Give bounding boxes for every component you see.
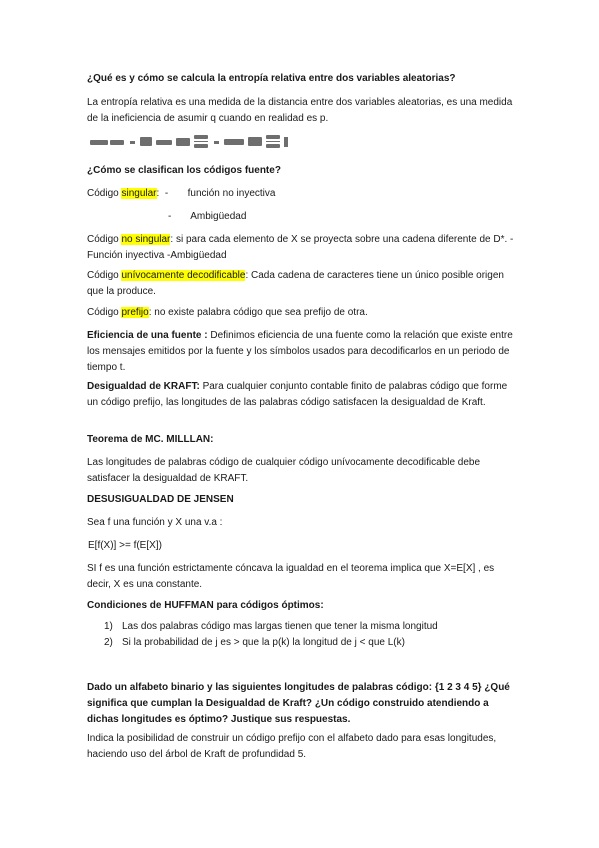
efficiency-text: Definimos eficiencia de una fuente como la relación que existe entre los mensajes emitidos por la fuente y los símbolos usados para decodificarlos en un periodo de tiempo t.: [87, 330, 513, 373]
nonsingular-rest: : si para cada elemento de X se proyecta sobre una cadena diferente de D*. -Función inyectiva -Ambigüedad: [87, 234, 514, 261]
huffman-list: [104, 619, 438, 651]
nonsingular-highlight: no singular: [121, 234, 171, 245]
prefijo-highlight: prefijo: [121, 307, 149, 318]
singular-rest: : - función no inyectiva: [156, 188, 276, 199]
kraft-text: Para cualquier conjunto contable finito de palabras código que forme un código prefijo, las longitudes de las palabras código satisfacen la desigualdad de Kraft.: [87, 381, 508, 408]
prefijo-rest: : no existe palabra código que sea prefijo de otra.: [148, 307, 368, 318]
singular-highlight: singular: [121, 188, 157, 199]
entropy-answer: La entropía relativa es una medida de la distancia entre dos variables aleatorias, es una medida de la ineficiencia de asumir q cuando en realidad es p.: [87, 97, 513, 124]
univoc-prefix: Código: [87, 270, 122, 281]
singular-code-line: [87, 186, 517, 202]
non-singular-code-line: [87, 232, 517, 264]
huffman-title: Condiciones de HUFFMAN para códigos óptimos:: [87, 600, 324, 611]
source-efficiency-paragraph: [87, 328, 517, 376]
jensen-formula: E[f(X)] >= f(E[X]): [88, 540, 162, 551]
code-classification-title: ¿Cómo se clasifican los códigos fuente?: [87, 165, 281, 176]
entropy-question-title: ¿Qué es y cómo se calcula la entropía relativa entre dos variables aleatorias?: [87, 73, 456, 84]
prefijo-prefix: Código: [87, 307, 122, 318]
kraft-label: Desigualdad de KRAFT:: [87, 381, 200, 392]
problem-statement: Dado un alfabeto binario y las siguientes longitudes de palabras código: {1 2 3 4 5} ¿Qué significa que cumplan la Desigualdad de Kraft? ¿Un código construido atendiendo a dichas longitudes es óptimo? Justique sus respuestas.: [87, 682, 510, 725]
nonsingular-prefix: Código: [87, 234, 122, 245]
jensen-line1: Sea f una función y X una v.a :: [87, 517, 223, 528]
singular-prefix: Código: [87, 188, 122, 199]
kraft-inequality-paragraph: [87, 379, 517, 411]
prefix-code-line: [87, 305, 517, 321]
jensen-line2: SI f es una función estrictamente cóncava la igualdad en el teorema implica que X=E[X] , es decir, X es una constante.: [87, 563, 495, 590]
univoc-rest: : Cada cadena de caracteres tiene un único posible origen que la produce.: [87, 270, 504, 297]
univoc-highlight: unívocamente decodificable: [121, 270, 246, 281]
list-item: 2) Si la probabilidad de j es > que la p(k) la longitud de j < que L(k): [104, 637, 405, 648]
list-item: 1) Las dos palabras código mas largas tienen que tener la misma longitud: [104, 621, 438, 632]
relative-entropy-formula-image: [90, 132, 320, 154]
efficiency-label: Eficiencia de una fuente :: [87, 330, 208, 341]
singular-ambiguity-line: - Ambigüedad: [168, 211, 247, 222]
uniquely-decodable-code-line: [87, 268, 517, 300]
problem-task: Indica la posibilidad de construir un código prefijo con el alfabeto dado para esas longitudes, haciendo uso del árbol de Kraft de profundidad 5.: [87, 733, 497, 760]
mcmillan-text: Las longitudes de palabras código de cualquier código unívocamente decodificable debe satisfacer la desigualdad de KRAFT.: [87, 457, 481, 484]
mcmillan-title: Teorema de MC. MILLLAN:: [87, 434, 214, 445]
jensen-title: DESUSIGUALDAD DE JENSEN: [87, 494, 234, 505]
